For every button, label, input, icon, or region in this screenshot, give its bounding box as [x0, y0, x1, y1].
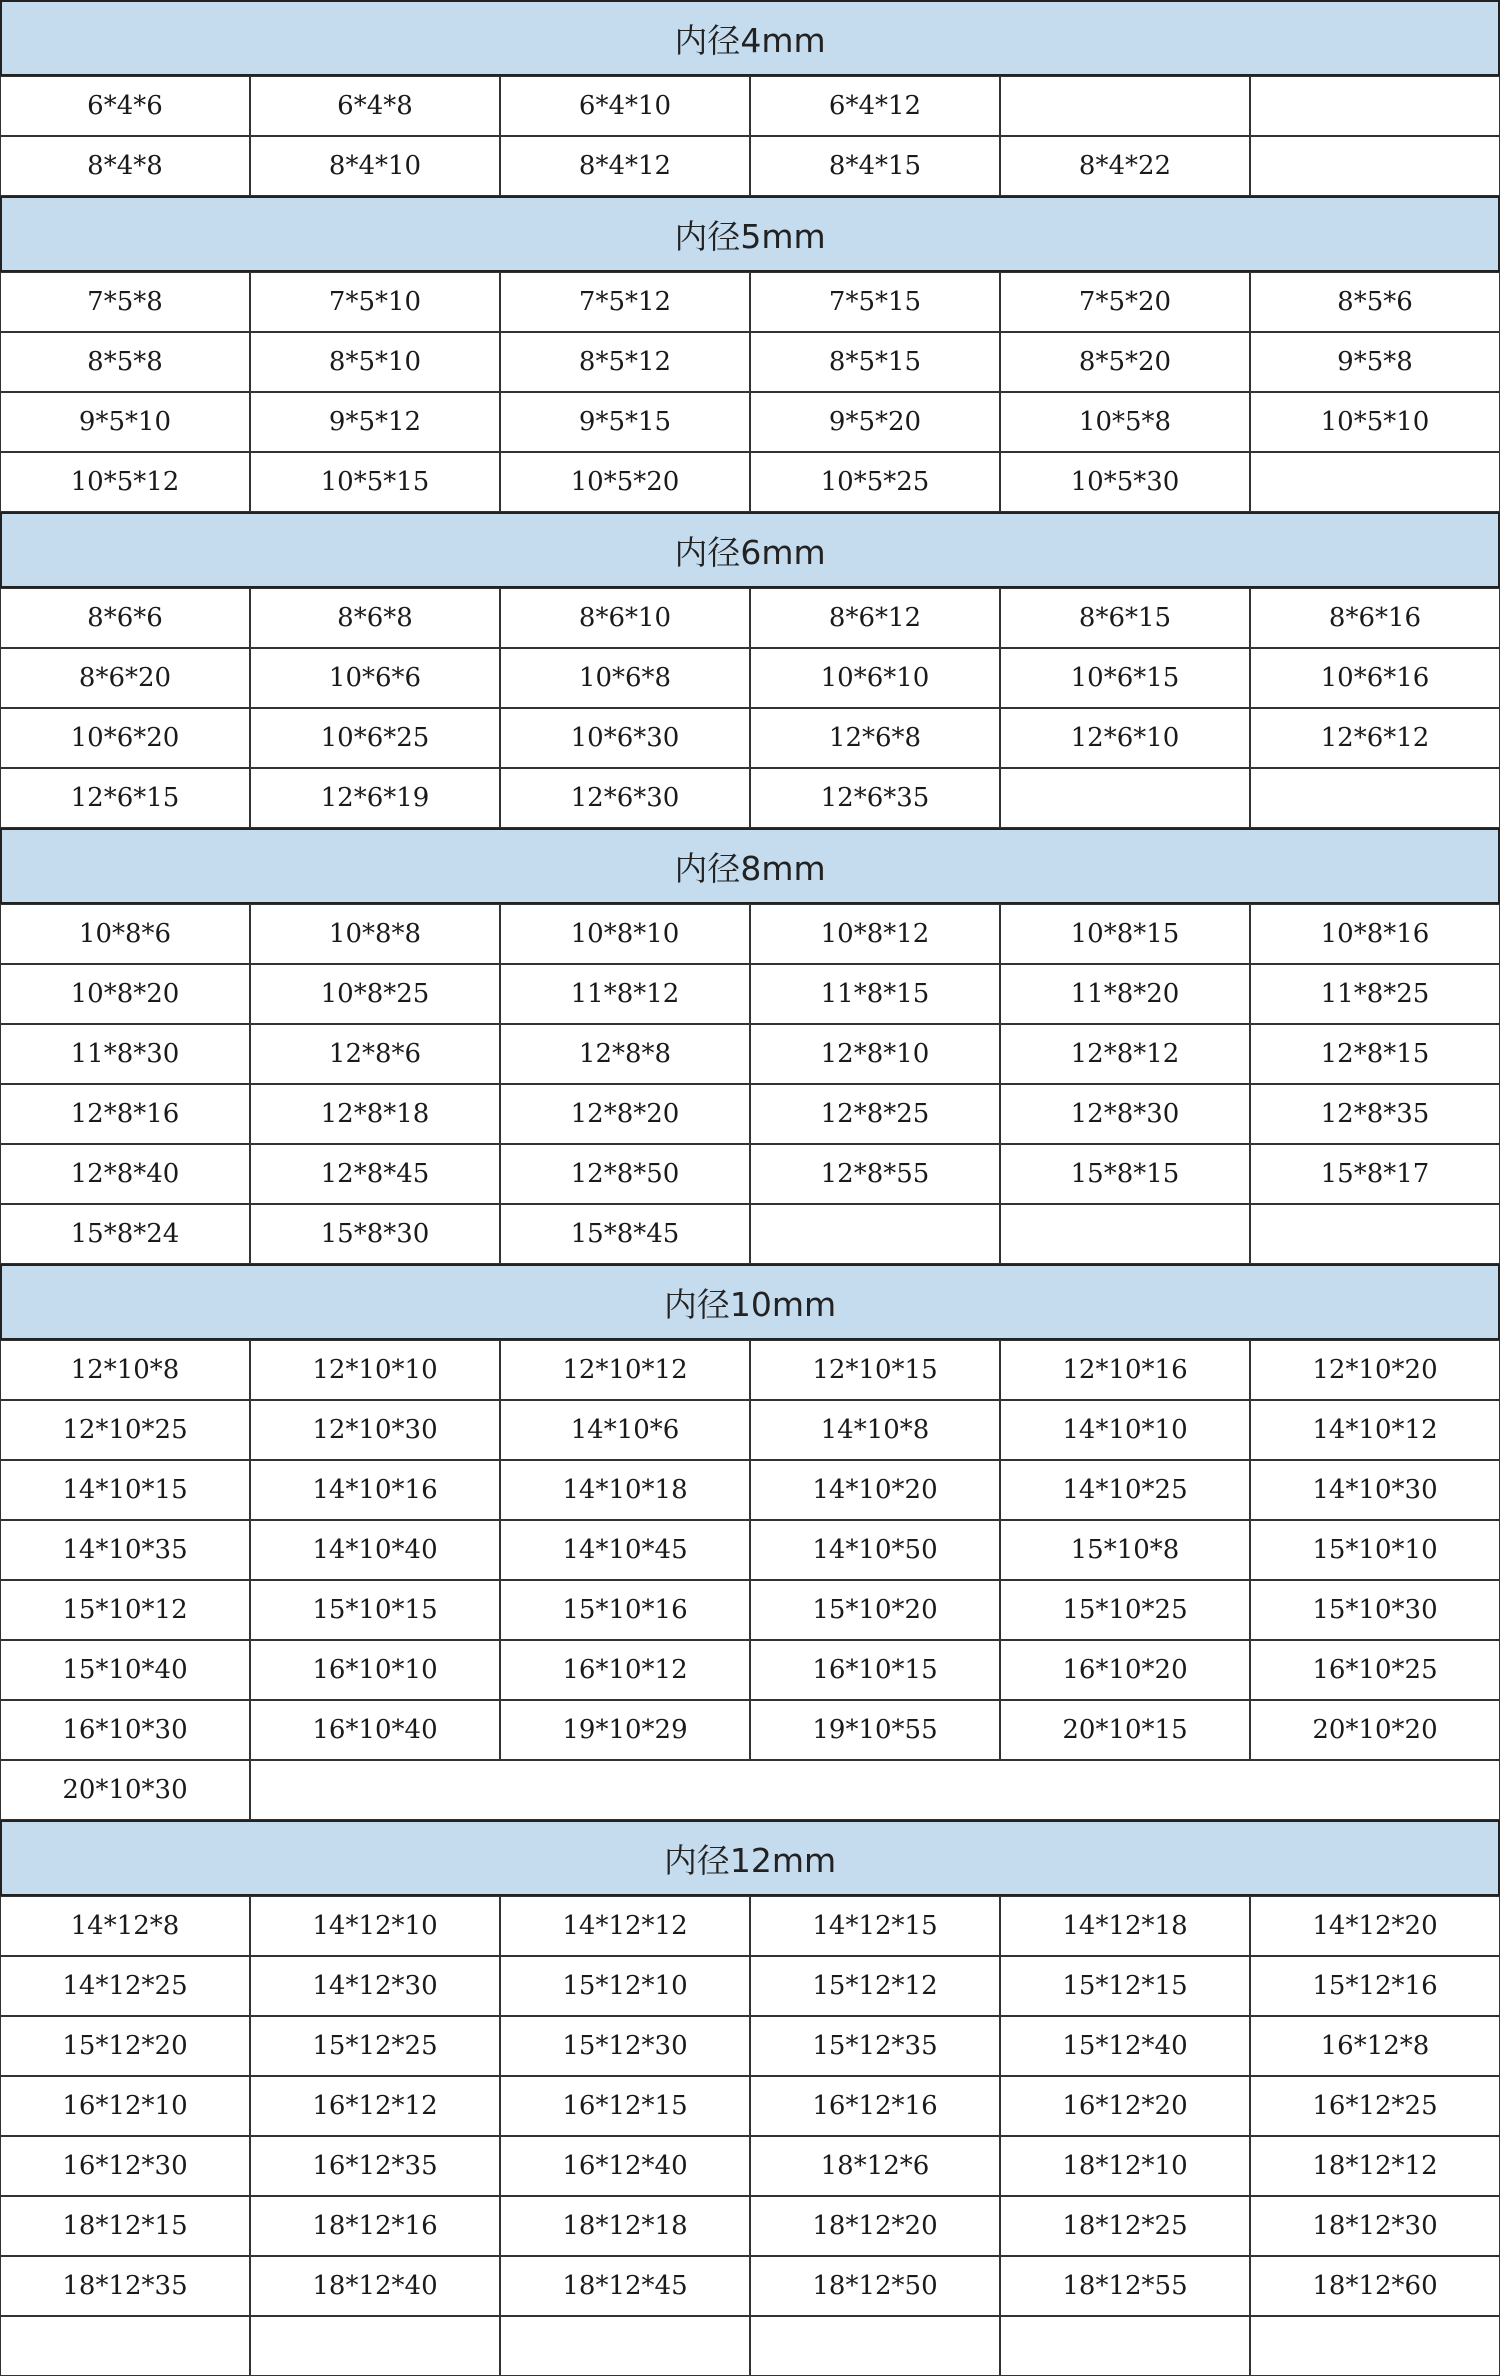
- size-cell: 8*6*10: [500, 588, 750, 648]
- size-cell: 7*5*10: [250, 272, 500, 332]
- size-cell: [1250, 2316, 1500, 2376]
- size-cell: 15*12*25: [250, 2016, 500, 2076]
- size-cell: 11*8*15: [750, 964, 1000, 1024]
- size-cell: 10*6*16: [1250, 648, 1500, 708]
- size-cell: 8*6*12: [750, 588, 1000, 648]
- size-cell: 8*6*20: [0, 648, 250, 708]
- size-cell: 16*10*15: [750, 1640, 1000, 1700]
- size-cell: [1250, 452, 1500, 512]
- size-cell: 12*10*10: [250, 1340, 500, 1400]
- size-cell: [1250, 136, 1500, 196]
- size-cell: 14*12*18: [1000, 1896, 1250, 1956]
- size-cell: 20*10*20: [1250, 1700, 1500, 1760]
- size-cell: 12*8*15: [1250, 1024, 1500, 1084]
- size-cell: 12*8*18: [250, 1084, 500, 1144]
- size-cell: 15*10*16: [500, 1580, 750, 1640]
- size-cell: 15*12*30: [500, 2016, 750, 2076]
- size-cell: 15*12*16: [1250, 1956, 1500, 2016]
- size-cell: 10*8*25: [250, 964, 500, 1024]
- size-cell: 16*12*15: [500, 2076, 750, 2136]
- size-cell: 12*6*15: [0, 768, 250, 828]
- size-cell: 14*10*6: [500, 1400, 750, 1460]
- size-cell: 7*5*12: [500, 272, 750, 332]
- size-cell: 15*10*8: [1000, 1520, 1250, 1580]
- size-cell: [500, 2316, 750, 2376]
- size-cell: 16*12*12: [250, 2076, 500, 2136]
- size-cell: 16*10*12: [500, 1640, 750, 1700]
- size-cell: 10*5*30: [1000, 452, 1250, 512]
- size-cell: 11*8*30: [0, 1024, 250, 1084]
- size-cell: 15*10*10: [1250, 1520, 1500, 1580]
- size-cell: 14*10*10: [1000, 1400, 1250, 1460]
- size-cell: 14*10*40: [250, 1520, 500, 1580]
- size-cell: 8*6*16: [1250, 588, 1500, 648]
- size-cell: 18*12*40: [250, 2256, 500, 2316]
- size-cell: 12*10*25: [0, 1400, 250, 1460]
- size-cell: 12*8*12: [1000, 1024, 1250, 1084]
- size-cell: 12*6*10: [1000, 708, 1250, 768]
- size-cell: 16*10*30: [0, 1700, 250, 1760]
- size-cell: 10*5*20: [500, 452, 750, 512]
- size-cell: 9*5*12: [250, 392, 500, 452]
- size-cell: [1000, 76, 1250, 136]
- size-cell: 18*12*12: [1250, 2136, 1500, 2196]
- size-cell: 18*12*20: [750, 2196, 1000, 2256]
- size-cell: 9*5*10: [0, 392, 250, 452]
- size-cell: 14*10*18: [500, 1460, 750, 1520]
- size-cell: [1250, 768, 1500, 828]
- size-cell: 16*12*10: [0, 2076, 250, 2136]
- size-cell: 15*10*12: [0, 1580, 250, 1640]
- size-cell: 8*5*10: [250, 332, 500, 392]
- size-cell: 14*10*50: [750, 1520, 1000, 1580]
- size-cell: 14*10*15: [0, 1460, 250, 1520]
- size-cell: 12*6*35: [750, 768, 1000, 828]
- size-cell: 14*12*8: [0, 1896, 250, 1956]
- size-cell: 10*8*12: [750, 904, 1000, 964]
- size-cell: 15*8*30: [250, 1204, 500, 1264]
- size-cell: 15*8*15: [1000, 1144, 1250, 1204]
- size-cell: 16*12*8: [1250, 2016, 1500, 2076]
- size-cell: 12*10*30: [250, 1400, 500, 1460]
- size-cell: 14*12*20: [1250, 1896, 1500, 1956]
- size-cell: 10*8*16: [1250, 904, 1500, 964]
- size-cell: 14*12*10: [250, 1896, 500, 1956]
- size-cell: 11*8*20: [1000, 964, 1250, 1024]
- size-cell: 11*8*12: [500, 964, 750, 1024]
- size-cell: 15*10*40: [0, 1640, 250, 1700]
- size-cell: 8*4*10: [250, 136, 500, 196]
- size-cell: 10*8*20: [0, 964, 250, 1024]
- size-cell: 14*10*20: [750, 1460, 1000, 1520]
- size-cell: 18*12*25: [1000, 2196, 1250, 2256]
- size-cell: 7*5*20: [1000, 272, 1250, 332]
- section-header: 内径8mm: [0, 828, 1500, 904]
- size-cell: 15*12*20: [0, 2016, 250, 2076]
- size-cell: 10*8*10: [500, 904, 750, 964]
- size-cell: 15*8*17: [1250, 1144, 1500, 1204]
- size-cell: 10*6*25: [250, 708, 500, 768]
- size-cell: 8*6*15: [1000, 588, 1250, 648]
- size-cell: 6*4*6: [0, 76, 250, 136]
- size-cell: 10*6*20: [0, 708, 250, 768]
- size-cell: 12*8*45: [250, 1144, 500, 1204]
- size-cell: 16*12*35: [250, 2136, 500, 2196]
- size-cell: 6*4*8: [250, 76, 500, 136]
- size-cell: 15*12*15: [1000, 1956, 1250, 2016]
- size-cell: 20*10*30: [0, 1760, 250, 1820]
- size-cell: 14*12*25: [0, 1956, 250, 2016]
- size-cell: 8*5*12: [500, 332, 750, 392]
- size-cell: 16*12*25: [1250, 2076, 1500, 2136]
- size-cell: 12*10*15: [750, 1340, 1000, 1400]
- size-cell: 18*12*30: [1250, 2196, 1500, 2256]
- size-cell: 16*12*20: [1000, 2076, 1250, 2136]
- size-cell: 16*10*25: [1250, 1640, 1500, 1700]
- size-cell: 18*12*55: [1000, 2256, 1250, 2316]
- size-cell: 16*12*30: [0, 2136, 250, 2196]
- size-cell: 9*5*8: [1250, 332, 1500, 392]
- size-cell: 14*12*12: [500, 1896, 750, 1956]
- size-cell: 12*6*12: [1250, 708, 1500, 768]
- section-header: 内径5mm: [0, 196, 1500, 272]
- size-cell: 14*10*8: [750, 1400, 1000, 1460]
- size-cell: 19*10*55: [750, 1700, 1000, 1760]
- size-cell: [250, 2316, 500, 2376]
- size-cell: 10*6*10: [750, 648, 1000, 708]
- size-cell: 8*4*12: [500, 136, 750, 196]
- size-cell: 12*8*10: [750, 1024, 1000, 1084]
- size-cell: [1000, 2316, 1250, 2376]
- size-cell: 18*12*60: [1250, 2256, 1500, 2316]
- size-cell: 10*6*8: [500, 648, 750, 708]
- size-cell: 19*10*29: [500, 1700, 750, 1760]
- size-cell: 12*8*20: [500, 1084, 750, 1144]
- size-cell: 15*12*35: [750, 2016, 1000, 2076]
- size-cell: 12*8*50: [500, 1144, 750, 1204]
- size-cell: 12*10*20: [1250, 1340, 1500, 1400]
- size-cell: [0, 2316, 250, 2376]
- size-cell: 12*8*25: [750, 1084, 1000, 1144]
- size-cell: 12*8*30: [1000, 1084, 1250, 1144]
- size-cell: 15*10*15: [250, 1580, 500, 1640]
- size-cell: 15*10*30: [1250, 1580, 1500, 1640]
- size-cell: 10*5*12: [0, 452, 250, 512]
- size-cell: [250, 1760, 1500, 1820]
- size-cell: 18*12*15: [0, 2196, 250, 2256]
- size-cell: 15*10*20: [750, 1580, 1000, 1640]
- section-header: 内径6mm: [0, 512, 1500, 588]
- size-cell: 10*5*10: [1250, 392, 1500, 452]
- size-cell: 7*5*8: [0, 272, 250, 332]
- size-cell: 8*4*15: [750, 136, 1000, 196]
- size-cell: 11*8*25: [1250, 964, 1500, 1024]
- size-cell: 16*12*40: [500, 2136, 750, 2196]
- size-cell: 8*4*8: [0, 136, 250, 196]
- size-cell: 15*12*12: [750, 1956, 1000, 2016]
- size-cell: 10*8*8: [250, 904, 500, 964]
- size-cell: 8*5*20: [1000, 332, 1250, 392]
- size-cell: 14*10*30: [1250, 1460, 1500, 1520]
- size-cell: 14*10*25: [1000, 1460, 1250, 1520]
- size-cell: 15*8*45: [500, 1204, 750, 1264]
- size-cell: 14*10*35: [0, 1520, 250, 1580]
- size-cell: 16*10*10: [250, 1640, 500, 1700]
- size-cell: 10*6*30: [500, 708, 750, 768]
- size-cell: 12*10*16: [1000, 1340, 1250, 1400]
- size-cell: 18*12*50: [750, 2256, 1000, 2316]
- size-cell: 8*5*15: [750, 332, 1000, 392]
- size-cell: 15*12*40: [1000, 2016, 1250, 2076]
- size-cell: 8*5*8: [0, 332, 250, 392]
- size-cell: 10*5*8: [1000, 392, 1250, 452]
- size-cell: [1000, 768, 1250, 828]
- size-cell: 8*6*6: [0, 588, 250, 648]
- size-cell: 12*8*16: [0, 1084, 250, 1144]
- size-cell: 10*5*15: [250, 452, 500, 512]
- size-cell: 14*10*45: [500, 1520, 750, 1580]
- size-cell: 12*10*12: [500, 1340, 750, 1400]
- size-cell: 15*12*10: [500, 1956, 750, 2016]
- size-cell: 16*10*20: [1000, 1640, 1250, 1700]
- size-cell: 18*12*10: [1000, 2136, 1250, 2196]
- size-cell: 12*10*8: [0, 1340, 250, 1400]
- size-cell: 10*6*15: [1000, 648, 1250, 708]
- size-cell: 12*8*40: [0, 1144, 250, 1204]
- size-cell: 6*4*12: [750, 76, 1000, 136]
- size-cell: 6*4*10: [500, 76, 750, 136]
- size-cell: 15*10*25: [1000, 1580, 1250, 1640]
- size-cell: [1000, 1204, 1250, 1264]
- size-cell: 18*12*45: [500, 2256, 750, 2316]
- size-cell: 8*4*22: [1000, 136, 1250, 196]
- size-cell: [750, 1204, 1000, 1264]
- section-header: 内径4mm: [0, 0, 1500, 76]
- size-cell: 14*10*12: [1250, 1400, 1500, 1460]
- size-cell: 8*5*6: [1250, 272, 1500, 332]
- size-cell: [1250, 76, 1500, 136]
- size-cell: 20*10*15: [1000, 1700, 1250, 1760]
- section-header: 内径12mm: [0, 1820, 1500, 1896]
- size-cell: 18*12*16: [250, 2196, 500, 2256]
- size-cell: 14*12*30: [250, 1956, 500, 2016]
- size-cell: 9*5*20: [750, 392, 1000, 452]
- size-cell: 12*8*8: [500, 1024, 750, 1084]
- size-cell: 15*8*24: [0, 1204, 250, 1264]
- section-header: 内径10mm: [0, 1264, 1500, 1340]
- size-cell: 18*12*18: [500, 2196, 750, 2256]
- size-cell: 14*12*15: [750, 1896, 1000, 1956]
- size-cell: 12*6*8: [750, 708, 1000, 768]
- size-cell: 16*12*16: [750, 2076, 1000, 2136]
- size-cell: 18*12*6: [750, 2136, 1000, 2196]
- size-cell: 7*5*15: [750, 272, 1000, 332]
- size-cell: 12*8*55: [750, 1144, 1000, 1204]
- size-cell: 14*10*16: [250, 1460, 500, 1520]
- size-cell: 10*6*6: [250, 648, 500, 708]
- size-cell: 10*8*6: [0, 904, 250, 964]
- size-cell: 9*5*15: [500, 392, 750, 452]
- size-cell: 10*5*25: [750, 452, 1000, 512]
- size-cell: 10*8*15: [1000, 904, 1250, 964]
- size-cell: 12*6*19: [250, 768, 500, 828]
- size-cell: 12*6*30: [500, 768, 750, 828]
- size-cell: 12*8*35: [1250, 1084, 1500, 1144]
- size-cell: 12*8*6: [250, 1024, 500, 1084]
- size-cell: [1250, 1204, 1500, 1264]
- size-cell: 18*12*35: [0, 2256, 250, 2316]
- size-cell: 8*6*8: [250, 588, 500, 648]
- size-cell: 16*10*40: [250, 1700, 500, 1760]
- size-cell: [750, 2316, 1000, 2376]
